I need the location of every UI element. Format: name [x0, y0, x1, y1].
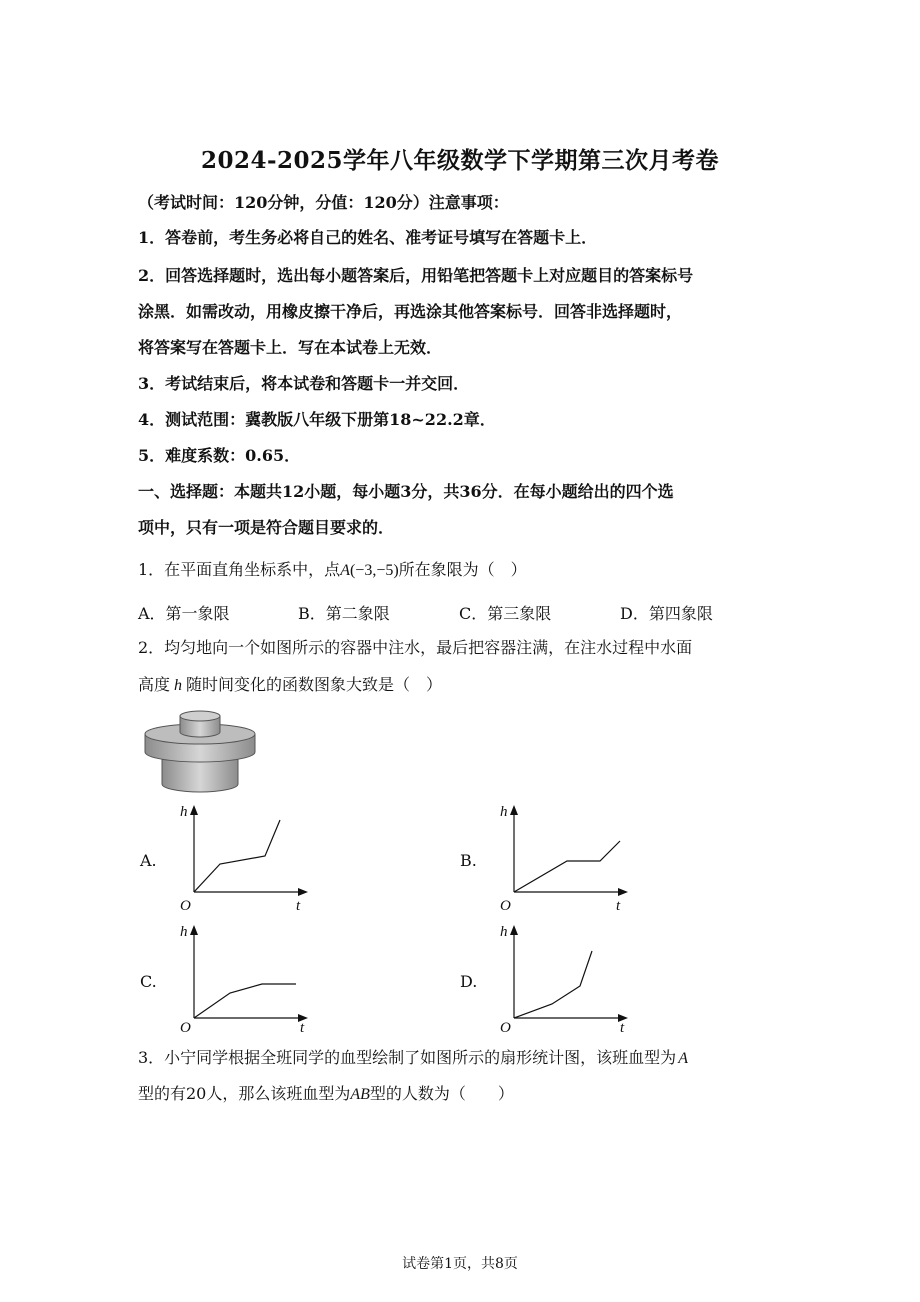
q1-text-end: 所在象限为（ ） — [398, 560, 527, 579]
question-2: 2．均匀地向一个如图所示的容器中注水，最后把容器注满，在注水过程中水面 — [138, 638, 693, 657]
note-5: 5．难度系数：0.65． — [138, 446, 301, 465]
note-2: 2．回答选择题时，选出每小题答案后，用铅笔把答题卡上对应题目的答案标号 — [138, 266, 694, 285]
q2-text-end: 随时间变化的函数图象大致是（ ） — [186, 675, 443, 694]
graph-a-h-label: h — [180, 804, 188, 820]
note-1: 1．答卷前，考生务必将自己的姓名、准考证号填写在答题卡上． — [138, 228, 598, 247]
graph-c-h-label: h — [180, 924, 188, 940]
q3-var-a: A — [678, 1050, 688, 1067]
container-figure — [140, 708, 260, 794]
q2-option-c-label[interactable]: C. — [140, 972, 157, 991]
page-footer: 试卷第1页，共8页 — [402, 1256, 518, 1272]
graph-d-origin: O — [500, 1020, 511, 1035]
q2-option-d-label[interactable]: D. — [460, 972, 478, 991]
graph-d-h-label: h — [500, 924, 508, 940]
q1-option-a[interactable]: A．第一象限 — [138, 604, 230, 623]
graph-c-t-label: t — [300, 1020, 305, 1035]
question-3-cont — [138, 1084, 788, 1105]
q1-point: A — [340, 562, 350, 579]
note-3: 3．考试结束后，将本试卷和答题卡一并交回． — [138, 374, 470, 393]
question-2-cont — [138, 675, 788, 696]
question-3 — [138, 1048, 788, 1069]
q2-option-a-label[interactable]: A. — [140, 851, 157, 870]
q1-text: 1．在平面直角坐标系中，点 — [138, 560, 341, 579]
q3-text: 3．小宁同学根据全班同学的血型绘制了如图所示的扇形统计图，该班血型为 — [138, 1048, 677, 1067]
note-4: 4．测试范围：冀教版八年级下册第18~22.2章． — [138, 410, 496, 429]
note-2-end: 将答案写在答题卡上．写在本试卷上无效． — [138, 338, 443, 357]
q3-var-ab: AB — [350, 1086, 370, 1103]
graph-c[interactable] — [170, 920, 315, 1035]
section-heading: 一、选择题：本题共12小题，每小题3分，共36分．在每小题给出的四个选 — [138, 482, 674, 501]
q2-text: 高度 — [138, 675, 171, 694]
graph-b[interactable] — [490, 800, 635, 915]
graph-c-origin: O — [180, 1020, 191, 1035]
graph-a[interactable] — [170, 800, 315, 915]
q2-option-b-label[interactable]: B. — [460, 851, 477, 870]
graph-a-origin: O — [180, 898, 191, 914]
graph-d-t-label: t — [620, 1020, 625, 1035]
section-heading-cont: 项中，只有一项是符合题目要求的． — [138, 518, 395, 537]
q1-option-b[interactable]: B．第二象限 — [298, 604, 390, 623]
q1-option-c[interactable]: C．第三象限 — [459, 604, 552, 623]
graph-b-origin: O — [500, 898, 511, 914]
exam-info: （考试时间：120分钟，分值：120分）注意事项： — [138, 193, 509, 212]
note-2-cont: 涂黑．如需改动，用橡皮擦干净后，再选涂其他答案标号．回答非选择题时， — [138, 302, 683, 321]
question-1 — [138, 560, 788, 581]
graph-b-t-label: t — [616, 898, 621, 914]
q3-text-3: 型的人数为（ ） — [369, 1084, 514, 1103]
q3-text-2: 型的有20人，那么该班血型为 — [138, 1084, 351, 1103]
page-title: 2024-2025学年八年级数学下学期第三次月考卷 — [200, 147, 720, 174]
q1-coords: (−3,−5) — [349, 562, 399, 579]
q1-option-d[interactable]: D．第四象限 — [620, 604, 713, 623]
graph-a-t-label: t — [296, 898, 301, 914]
q2-var-h: h — [174, 677, 183, 694]
graph-d[interactable] — [490, 920, 635, 1035]
graph-b-h-label: h — [500, 804, 508, 820]
